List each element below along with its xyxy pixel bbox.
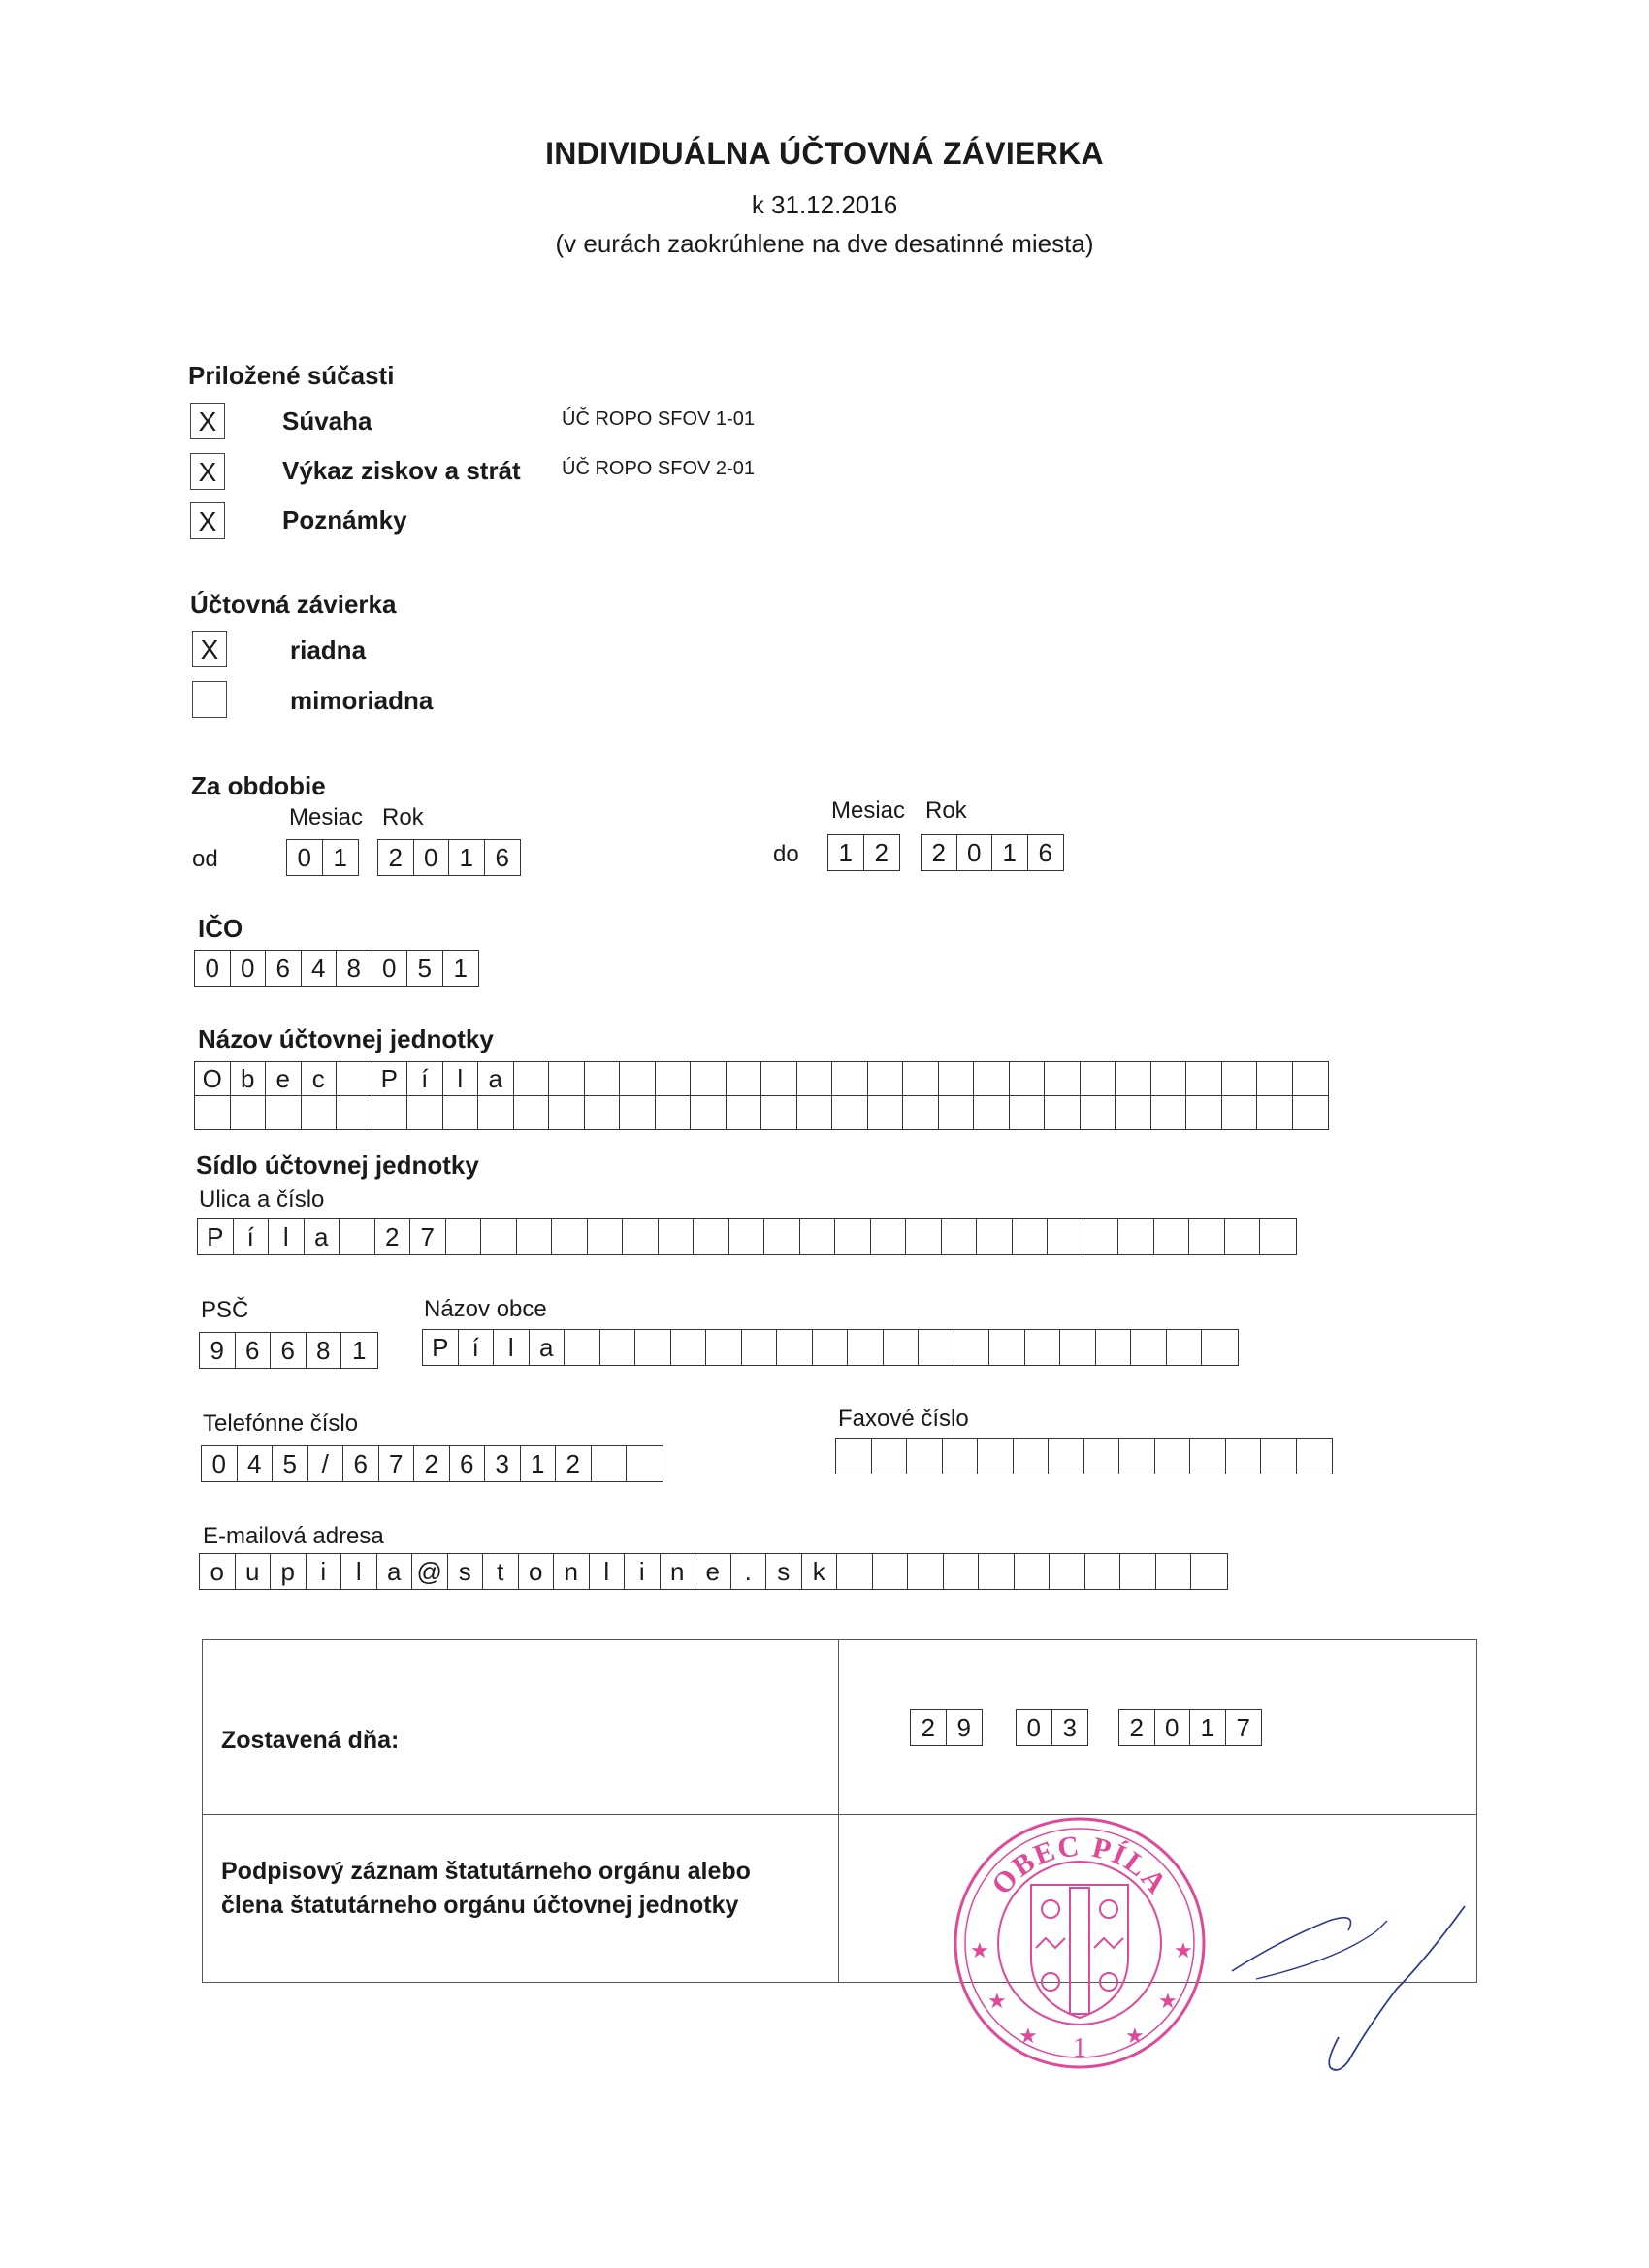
email-cell <box>1191 1554 1227 1589</box>
email-cell: a <box>377 1554 413 1589</box>
to-month-cells[interactable] <box>827 834 900 871</box>
phone-cell <box>592 1446 628 1481</box>
email-cell: s <box>448 1554 484 1589</box>
svg-text:★: ★ <box>1018 2025 1038 2049</box>
street-cell <box>871 1219 907 1254</box>
from-year-label: Rok <box>382 804 424 830</box>
code-profit-loss: ÚČ ROPO SFOV 2-01 <box>562 458 755 479</box>
email-cells[interactable] <box>199 1553 1228 1590</box>
entity-name-cell: P <box>372 1062 408 1095</box>
to-year-cells[interactable] <box>921 834 1064 871</box>
from-year-cell: 2 <box>378 840 414 875</box>
town-cell <box>954 1330 990 1365</box>
ico-label: IČO <box>198 914 243 943</box>
street-cell <box>340 1219 375 1254</box>
town-cell <box>706 1330 742 1365</box>
email-cell <box>873 1554 909 1589</box>
to-year-cell: 6 <box>1038 838 1052 867</box>
signature-table-divider <box>838 1639 839 1983</box>
email-cell: i <box>625 1554 661 1589</box>
handwritten-signature <box>1203 1882 1484 2076</box>
street-cells[interactable] <box>197 1218 1297 1255</box>
signature-table-row-divider <box>202 1814 1477 1815</box>
entity-name-cell <box>266 1096 302 1129</box>
fax-cell <box>872 1439 908 1474</box>
email-cell <box>1085 1554 1121 1589</box>
entity-name-cell <box>443 1096 479 1129</box>
email-cell: l <box>590 1554 626 1589</box>
entity-name-cell <box>1010 1062 1046 1095</box>
town-cell: l <box>494 1330 530 1365</box>
entity-name-cell <box>939 1062 975 1095</box>
from-year-cells[interactable] <box>377 839 521 876</box>
street-cell <box>1048 1219 1083 1254</box>
entity-name-cell <box>620 1096 656 1129</box>
town-cell: P <box>423 1330 459 1365</box>
entity-name-cell <box>549 1096 585 1129</box>
email-cell <box>944 1554 980 1589</box>
street-cell <box>764 1219 800 1254</box>
compiled-year-cells[interactable] <box>1118 1709 1262 1746</box>
entity-name-cell: O <box>195 1062 231 1095</box>
town-cell <box>1060 1330 1096 1365</box>
psc-cell: 9 <box>200 1333 236 1368</box>
entity-name-row2[interactable] <box>194 1095 1329 1130</box>
compiled-on-label: Zostavená dňa: <box>221 1727 400 1754</box>
svg-text:★: ★ <box>970 1939 989 1963</box>
entity-name-cell: e <box>266 1062 302 1095</box>
entity-name-cell <box>1116 1096 1151 1129</box>
town-label: Názov obce <box>424 1296 547 1322</box>
fax-cell <box>1084 1439 1120 1474</box>
fax-cell <box>1261 1439 1297 1474</box>
email-cell: n <box>661 1554 696 1589</box>
street-cell: 7 <box>410 1219 446 1254</box>
email-cell <box>908 1554 944 1589</box>
entity-name-cell <box>372 1096 408 1129</box>
compiled-month-cell: 0 <box>1017 1710 1052 1745</box>
compiled-day-cell: 9 <box>956 1713 971 1742</box>
to-month-cell: 1 <box>828 835 864 870</box>
checkbox-extraordinary[interactable] <box>192 681 227 718</box>
entity-name-cell <box>832 1062 868 1095</box>
phone-cell: / <box>308 1446 344 1481</box>
ico-cell: 0 <box>372 951 408 986</box>
coat-of-arms-icon <box>1031 1885 1128 2018</box>
document-title: INDIVIDUÁLNA ÚČTOVNÁ ZÁVIERKA <box>545 136 1104 171</box>
entity-name-cell <box>868 1062 904 1095</box>
fax-cell <box>1190 1439 1226 1474</box>
signature-label-line2: člena štatutárneho orgánu účtovnej jednotky <box>221 1892 739 1919</box>
town-cell <box>671 1330 707 1365</box>
entity-name-cell <box>868 1096 904 1129</box>
phone-cells[interactable] <box>201 1445 663 1482</box>
street-cell: í <box>234 1219 270 1254</box>
unit-note: (v eurách zaokrúhlene na dve desatinné miesta) <box>555 229 1094 258</box>
compiled-year-cell: 7 <box>1236 1713 1250 1742</box>
entity-name-cell <box>478 1096 514 1129</box>
phone-cell: 3 <box>485 1446 521 1481</box>
street-cell <box>659 1219 695 1254</box>
street-cell: l <box>269 1219 305 1254</box>
psc-cells[interactable] <box>199 1332 378 1369</box>
signature-label-line1: Podpisový záznam štatutárneho orgánu alebo <box>221 1858 751 1885</box>
street-cell <box>552 1219 588 1254</box>
from-month-cell: 1 <box>333 843 347 872</box>
svg-text:★: ★ <box>1174 1939 1193 1963</box>
to-year-label: Rok <box>925 797 967 824</box>
entity-name-cell: í <box>407 1062 443 1095</box>
street-cell <box>1260 1219 1296 1254</box>
psc-cell: 1 <box>352 1336 367 1365</box>
from-month-label: Mesiac <box>289 804 364 830</box>
entity-name-cell <box>1081 1096 1116 1129</box>
phone-cell: 0 <box>202 1446 238 1481</box>
phone-cell: 2 <box>556 1446 592 1481</box>
town-cell <box>600 1330 636 1365</box>
town-cell <box>1202 1330 1238 1365</box>
entity-name-cell <box>1222 1096 1258 1129</box>
attachments-heading: Priložené súčasti <box>188 361 395 390</box>
entity-name-cell <box>974 1096 1010 1129</box>
fax-cell <box>907 1439 943 1474</box>
email-cell <box>1120 1554 1156 1589</box>
to-year-cell: 2 <box>922 835 957 870</box>
statement-type-heading: Účtovná závierka <box>190 590 397 619</box>
fax-cell <box>1014 1439 1050 1474</box>
entity-name-cell <box>656 1096 692 1129</box>
ico-cell: 0 <box>231 951 267 986</box>
entity-name-label: Názov účtovnej jednotky <box>198 1024 494 1053</box>
email-cell: s <box>766 1554 802 1589</box>
phone-cell <box>627 1446 663 1481</box>
street-cell <box>906 1219 942 1254</box>
stamp-text: OBEC PÍLA <box>985 1830 1175 1901</box>
compiled-year-cell: 1 <box>1190 1710 1226 1745</box>
entity-name-row1[interactable] <box>194 1061 1329 1095</box>
entity-name-cell: c <box>302 1062 338 1095</box>
ico-cell: 4 <box>302 951 338 986</box>
entity-name-cell <box>1081 1062 1116 1095</box>
psc-cell: 6 <box>271 1333 307 1368</box>
entity-name-cell <box>514 1096 550 1129</box>
svg-text:★: ★ <box>987 1990 1007 2014</box>
street-cell <box>977 1219 1013 1254</box>
entity-name-cell <box>1222 1062 1258 1095</box>
phone-cell: 4 <box>238 1446 274 1481</box>
street-cell <box>1189 1219 1225 1254</box>
from-month-cells[interactable] <box>286 839 359 876</box>
street-cell <box>1083 1219 1119 1254</box>
entity-name-cell <box>231 1096 267 1129</box>
entity-name-cell <box>903 1062 939 1095</box>
ico-cell: 0 <box>195 951 231 986</box>
ico-cell: 1 <box>453 954 468 983</box>
town-cell <box>1167 1330 1203 1365</box>
street-cell <box>942 1219 978 1254</box>
entity-name-cell <box>302 1096 338 1129</box>
street-cell: P <box>198 1219 234 1254</box>
email-cell: o <box>200 1554 236 1589</box>
email-cell: k <box>802 1554 838 1589</box>
entity-name-cell <box>407 1096 443 1129</box>
town-cell <box>813 1330 849 1365</box>
psc-label: PSČ <box>201 1297 249 1323</box>
entity-name-cell <box>337 1096 372 1129</box>
ico-cell: 8 <box>337 951 372 986</box>
entity-name-cell <box>691 1096 727 1129</box>
fax-cell <box>1119 1439 1155 1474</box>
entity-name-cell <box>797 1062 833 1095</box>
street-cell <box>1013 1219 1049 1254</box>
phone-cell: 7 <box>379 1446 415 1481</box>
entity-name-cell <box>939 1096 975 1129</box>
compiled-day-cell: 2 <box>911 1710 947 1745</box>
entity-name-cell <box>1045 1096 1081 1129</box>
street-cell <box>800 1219 836 1254</box>
phone-cell: 6 <box>450 1446 486 1481</box>
entity-name-cell <box>1151 1096 1187 1129</box>
to-month-cell: 2 <box>874 838 889 867</box>
entity-name-cell <box>549 1062 585 1095</box>
town-cells[interactable] <box>422 1329 1239 1366</box>
entity-name-cell <box>1186 1062 1222 1095</box>
fax-cell <box>1155 1439 1191 1474</box>
street-cell: 2 <box>375 1219 411 1254</box>
entity-name-cell <box>691 1062 727 1095</box>
entity-name-cell <box>903 1096 939 1129</box>
fax-cell <box>836 1439 872 1474</box>
street-cell: a <box>305 1219 340 1254</box>
entity-name-cell <box>514 1062 550 1095</box>
entity-name-cell <box>974 1062 1010 1095</box>
ico-cell: 6 <box>266 951 302 986</box>
email-cell: . <box>731 1554 767 1589</box>
street-cell <box>694 1219 729 1254</box>
entity-name-cell <box>337 1062 372 1095</box>
entity-name-cell <box>727 1062 762 1095</box>
town-cell <box>848 1330 884 1365</box>
from-year-cell: 6 <box>495 843 509 872</box>
psc-cell: 6 <box>236 1333 272 1368</box>
psc-cell: 8 <box>307 1333 342 1368</box>
fax-cells[interactable] <box>835 1438 1333 1474</box>
email-cell: @ <box>412 1554 448 1589</box>
seat-heading: Sídlo účtovnej jednotky <box>196 1150 479 1180</box>
entity-name-cell <box>1293 1062 1329 1095</box>
entity-name-cell <box>585 1062 621 1095</box>
fax-cell <box>1049 1439 1084 1474</box>
entity-name-cell <box>1257 1096 1293 1129</box>
from-year-cell: 0 <box>414 840 450 875</box>
entity-name-cell <box>195 1096 231 1129</box>
email-label: E-mailová adresa <box>203 1523 384 1549</box>
label-extraordinary: mimoriadna <box>290 686 434 715</box>
phone-cell: 1 <box>521 1446 557 1481</box>
fax-cell <box>1297 1439 1333 1474</box>
entity-name-cell <box>761 1096 797 1129</box>
town-cell <box>777 1330 813 1365</box>
municipal-stamp <box>939 1802 1220 2084</box>
email-cell: u <box>236 1554 272 1589</box>
street-cell <box>729 1219 765 1254</box>
fax-cell <box>1226 1439 1262 1474</box>
email-cell <box>837 1554 873 1589</box>
email-cell <box>979 1554 1015 1589</box>
entity-name-cell: b <box>231 1062 267 1095</box>
compiled-month-cells[interactable] <box>1016 1709 1088 1746</box>
to-label: do <box>773 841 799 867</box>
entity-name-cell <box>761 1062 797 1095</box>
town-cell <box>989 1330 1025 1365</box>
period-heading: Za obdobie <box>191 771 326 800</box>
to-month-label: Mesiac <box>831 797 906 824</box>
entity-name-cell <box>1045 1062 1081 1095</box>
compiled-year-cell: 0 <box>1155 1710 1191 1745</box>
svg-text:★: ★ <box>1158 1990 1178 2014</box>
checkbox-balance-sheet[interactable]: X <box>190 403 225 439</box>
town-cell <box>884 1330 920 1365</box>
email-cell: p <box>271 1554 307 1589</box>
street-cell <box>623 1219 659 1254</box>
code-balance-sheet: ÚČ ROPO SFOV 1-01 <box>562 408 755 430</box>
town-cell: a <box>530 1330 566 1365</box>
phone-label: Telefónne číslo <box>203 1410 359 1437</box>
phone-cell: 2 <box>414 1446 450 1481</box>
entity-name-cell: l <box>443 1062 479 1095</box>
from-label: od <box>192 846 218 872</box>
from-year-cell: 1 <box>449 840 485 875</box>
entity-name-cell <box>1151 1062 1187 1095</box>
entity-name-cell <box>1186 1096 1222 1129</box>
street-cell <box>517 1219 553 1254</box>
street-cell <box>1118 1219 1154 1254</box>
entity-name-cell <box>1293 1096 1329 1129</box>
entity-name-cell <box>797 1096 833 1129</box>
checkbox-notes[interactable]: X <box>190 502 225 539</box>
label-profit-loss: Výkaz ziskov a strát <box>282 456 521 485</box>
to-year-cell: 0 <box>957 835 993 870</box>
town-cell <box>1096 1330 1132 1365</box>
entity-name-cell <box>727 1096 762 1129</box>
ico-cells[interactable] <box>194 950 479 987</box>
entity-name-cell <box>1257 1062 1293 1095</box>
street-label: Ulica a číslo <box>199 1186 325 1213</box>
street-cell <box>446 1219 482 1254</box>
label-notes: Poznámky <box>282 505 407 535</box>
town-cell <box>919 1330 954 1365</box>
stamp-number: 1 <box>1073 2033 1086 2063</box>
to-year-cell: 1 <box>992 835 1028 870</box>
entity-name-cell <box>620 1062 656 1095</box>
checkbox-profit-loss[interactable]: X <box>190 453 225 490</box>
street-cell <box>1154 1219 1190 1254</box>
entity-name-cell <box>585 1096 621 1129</box>
email-cell: l <box>341 1554 377 1589</box>
ico-cell: 5 <box>407 951 443 986</box>
compiled-month-cell: 3 <box>1062 1713 1077 1742</box>
town-cell: í <box>459 1330 495 1365</box>
street-cell <box>588 1219 624 1254</box>
email-cell: t <box>483 1554 519 1589</box>
street-cell <box>835 1219 871 1254</box>
town-cell <box>1131 1330 1167 1365</box>
entity-name-cell <box>832 1096 868 1129</box>
email-cell <box>1015 1554 1051 1589</box>
fax-cell <box>943 1439 979 1474</box>
town-cell <box>1025 1330 1061 1365</box>
town-cell <box>565 1330 600 1365</box>
phone-cell: 6 <box>343 1446 379 1481</box>
email-cell <box>1156 1554 1192 1589</box>
label-balance-sheet: Súvaha <box>282 406 372 436</box>
statement-date: k 31.12.2016 <box>751 190 898 219</box>
checkbox-regular[interactable]: X <box>192 631 227 667</box>
town-cell <box>635 1330 671 1365</box>
label-regular: riadna <box>290 635 367 664</box>
email-cell: e <box>695 1554 731 1589</box>
fax-cell <box>978 1439 1014 1474</box>
entity-name-cell <box>1116 1062 1151 1095</box>
phone-cell: 5 <box>273 1446 308 1481</box>
town-cell <box>742 1330 778 1365</box>
entity-name-cell: a <box>478 1062 514 1095</box>
svg-text:★: ★ <box>1125 2025 1145 2049</box>
email-cell: n <box>554 1554 590 1589</box>
from-month-cell: 0 <box>287 840 323 875</box>
street-cell <box>481 1219 517 1254</box>
compiled-year-cell: 2 <box>1119 1710 1155 1745</box>
entity-name-cell <box>656 1062 692 1095</box>
email-cell: i <box>307 1554 342 1589</box>
entity-name-cell <box>1010 1096 1046 1129</box>
email-cell <box>1050 1554 1085 1589</box>
compiled-day-cells[interactable] <box>910 1709 983 1746</box>
fax-label: Faxové číslo <box>838 1406 969 1432</box>
street-cell <box>1225 1219 1261 1254</box>
email-cell: o <box>519 1554 555 1589</box>
